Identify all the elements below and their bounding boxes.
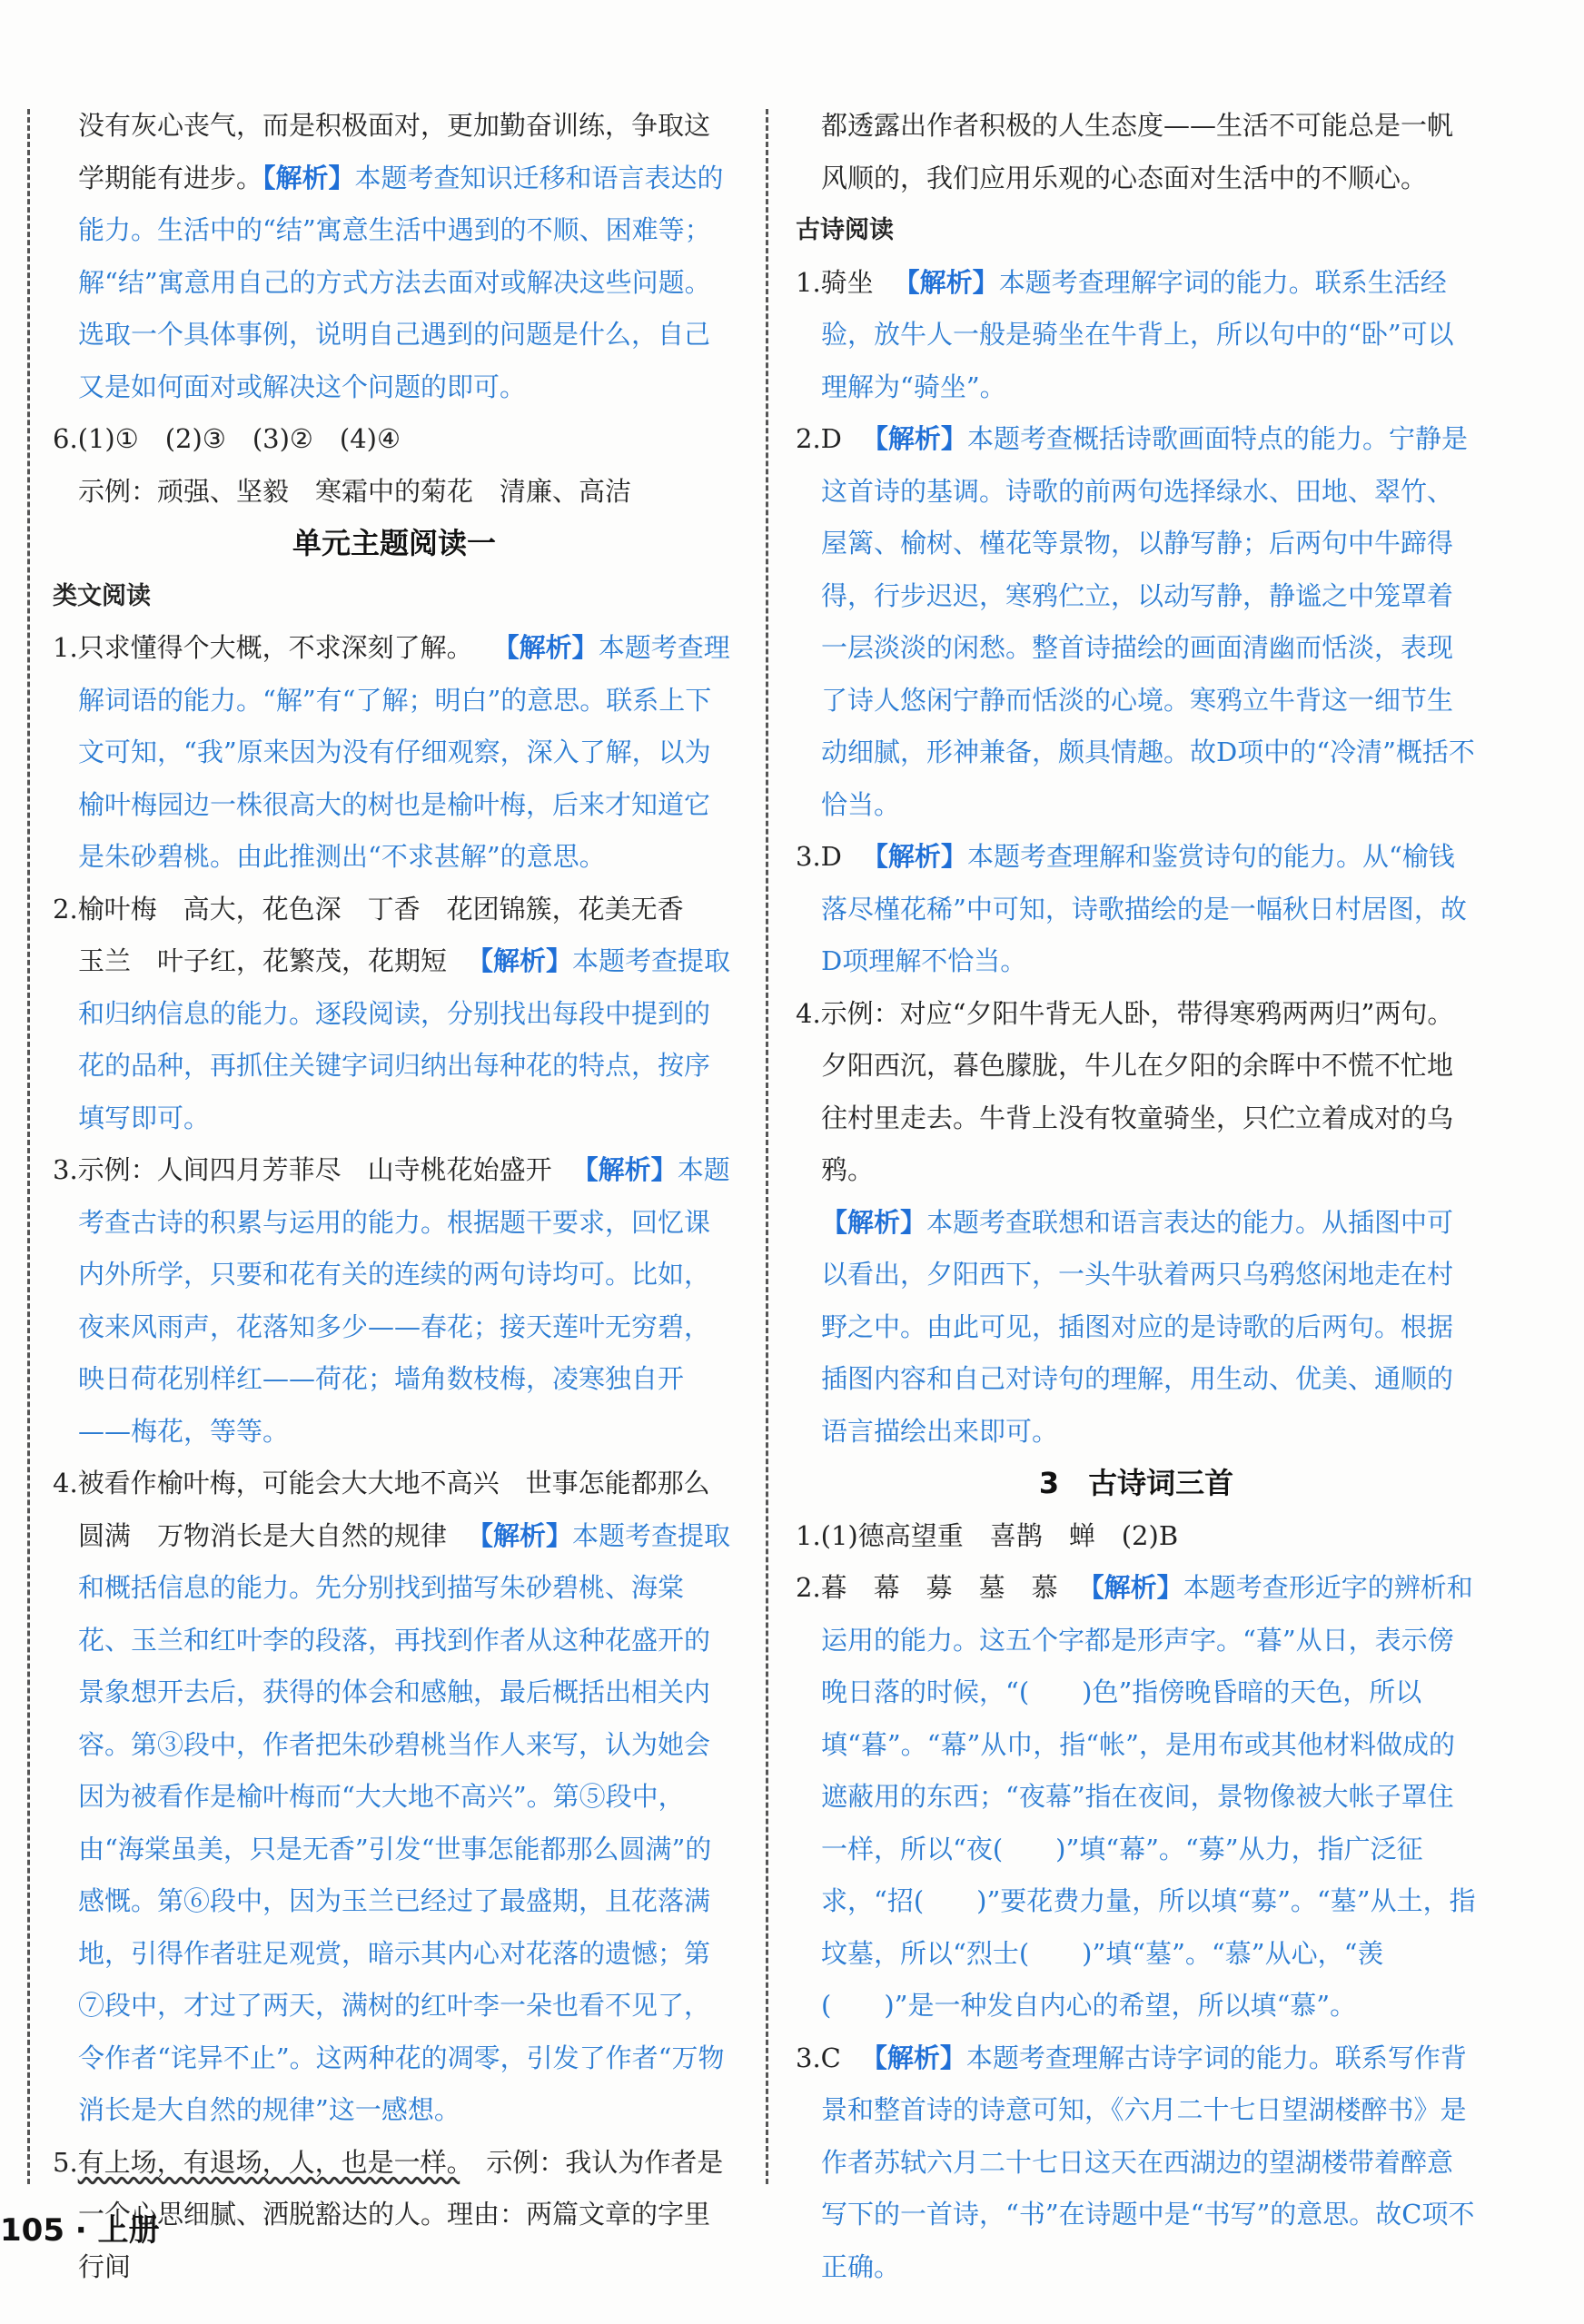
answer-text: 3.C — [796, 2042, 841, 2073]
answer-text: 示例：我认为作者是一个心思细腻、洒脱豁达的人。理由：两篇文章的字里行间 — [78, 2146, 724, 2282]
poem-question-4 — [796, 988, 1477, 1459]
wavy-underlined-answer: 有上场，有退场，人，也是一样。 — [77, 2146, 460, 2178]
analysis-tag: 【解析】 — [571, 1154, 678, 1185]
poem-question-4-analysis — [821, 1197, 1477, 1459]
column-divider-dashed-rule — [766, 109, 768, 2184]
answer-text: 4.示例：对应“夕阳牛背无人卧，带得寒鸦两两归”两句。夕阳西沉，暮色朦胧，牛儿在夕阳的余晖中不慌不忙地往村里走去。牛背上没有牧童骑坐，只伫立着成对的乌鸦。 — [796, 997, 1454, 1185]
left-margin-dashed-rule — [27, 109, 30, 2184]
analysis-text: 本题考查概括诗歌画面特点的能力。宁静是这首诗的基调。诗歌的前两句选择绿水、田地、翠竹、屋篱、榆树、槿花等景物，以静写静；后两句中牛蹄得得，行步迟迟，寒鸦伫立，以动写静，静谧之中笼罩着一层淡淡的闲愁。整首诗描绘的画面清幽而恬淡，表现了诗人悠闲宁静而恬淡的心境。寒鸦立牛背这一细节生动细腻，形神兼备，颇具情趣。故D项中的“冷清”概括不恰当。 — [821, 423, 1475, 820]
lesson-question-1: 1.(1)德高望重 喜鹊 蝉 (2)B — [796, 1519, 1179, 1551]
answer-text: 2.D — [796, 423, 842, 454]
analysis-tag: 【解析】 — [860, 2042, 966, 2073]
analysis-text: 本题考查理解词语的能力。“解”有“了解；明白”的意思。联系上下文可知，“我”原来因为没有仔细观察，深入了解，以为榆叶梅园边一株很高大的树也是榆叶梅，后来才知道它是朱砂碧桃。由此推测出“不求甚解”的意思。 — [78, 632, 730, 872]
analysis-tag: 【解析】 — [467, 1519, 573, 1551]
continued-answer: 都透露出作者积极的人生态度——生活不可能总是一帆风顺的，我们应用乐观的心态面对生活中的不顺心。 — [821, 110, 1454, 193]
question-1 — [53, 622, 736, 884]
analysis-text: 本题考查古诗的积累与运用的能力。根据题干要求，回忆课内外所学，只要和花有关的连续的两句诗均可。比如，夜来风雨声，花落知多少——春花；接天莲叶无穷碧，映日荷花别样红——荷花；墙角数枝梅，凌寒独自开——梅花，等等。 — [78, 1154, 730, 1447]
answer-text: 1.骑坐 — [796, 266, 874, 298]
unit-title: 单元主题阅读一 — [292, 526, 496, 560]
poem-question-3 — [796, 831, 1477, 988]
question-6-example: 示例：顽强、坚毅 寒霜中的菊花 清廉、高洁 — [78, 475, 632, 507]
question-4 — [53, 1458, 736, 2137]
analysis-tag: 【解析】 — [893, 266, 999, 298]
answer-text: 1.只求懂得个大概，不求深刻了解。 — [53, 632, 473, 663]
section-label-similar-reading: 类文阅读 — [53, 581, 151, 610]
right-column — [796, 100, 1477, 2293]
poem-question-1 — [796, 257, 1477, 414]
left-column — [53, 100, 736, 2293]
poem-question-2 — [796, 413, 1477, 831]
analysis-tag: 【解析】 — [821, 1206, 927, 1238]
answer-text: 3.D — [796, 841, 842, 872]
analysis-text: 本题考查提取和归纳信息的能力。逐段阅读，分别找出每段中提到的花的品种，再抓住关键字词归纳出每种花的特点，按序填写即可。 — [78, 945, 731, 1133]
answer-text: 3.示例：人间四月芳菲尽 山寺桃花始盛开 — [53, 1154, 552, 1185]
analysis-text: 本题考查理解和鉴赏诗句的能力。从“榆钱落尽槿花稀”中可知，诗歌描绘的是一幅秋日村居图，故D项理解不恰当。 — [821, 841, 1467, 976]
analysis-tag: 【解析】 — [1077, 1572, 1183, 1603]
question-number: 5. — [53, 2146, 78, 2178]
answer-text: 2.榆叶梅 高大，花色深 丁香 花团锦簇，花美无香 玉兰 叶子红，花繁茂，花期短 — [53, 893, 710, 976]
answer-text: 2.暮 幕 募 墓 慕 — [796, 1572, 1058, 1603]
answer-text: 4.被看作榆叶梅，可能会大大地不高兴 世事怎能都那么圆满 万物消长是大自然的规律 — [53, 1468, 710, 1551]
question-6 — [53, 413, 736, 518]
lesson-title: 3 古诗词三首 — [1038, 1466, 1234, 1500]
question-3 — [53, 1144, 736, 1458]
page-number-label: 105 · 上册 — [0, 2212, 160, 2249]
analysis-tag: 【解析】 — [492, 632, 599, 663]
analysis-text: 本题考查理解古诗字词的能力。联系写作背景和整首诗的诗意可知，《六月二十七日望湖楼醉书》是作者苏轼六月二十七日这天在西湖边的望湖楼带着醉意写下的一首诗，“书”在诗题中是“书写”的意思。故C项不正确。 — [821, 2042, 1475, 2282]
analysis-text: 本题考查提取和概括信息的能力。先分别找到描写朱砂碧桃、海棠花、玉兰和红叶李的段落，再找到作者从这种花盛开的景象想开去后，获得的体会和感触，最后概括出相关内容。第③段中，作者把朱砂碧桃当作人来写，认为她会因为被看作是榆叶梅而“大大地不高兴”。第⑤段中，由“海棠虽美，只是无香”引发“世事怎能都那么圆满”的感慨。第⑥段中，因为玉兰已经过了最盛期，且花落满地，引得作者驻足观赏，暗示其内心对花落的遗憾；第⑦段中，才过了两天，满树的红叶李一朵也看不见了，令作者“诧异不止”。这两种花的凋零，引发了作者“万物消长是大自然的规律”这一感想。 — [78, 1519, 731, 2125]
analysis-tag: 【解析】 — [262, 162, 355, 193]
analysis-text: 本题考查知识迁移和语言表达的能力。生活中的“结”寓意生活中遇到的不顺、困难等；解“结”寓意用自己的方式方法去面对或解决这些问题。选取一个具体事例，说明自己遇到的问题是什么，自己又是如何面对或解决这个问题的即可。 — [78, 162, 724, 402]
question-2 — [53, 884, 736, 1145]
lesson-question-2 — [796, 1562, 1477, 2032]
analysis-tag: 【解析】 — [861, 423, 967, 454]
analysis-tag: 【解析】 — [467, 945, 573, 976]
section-label-ancient-poem: 古诗阅读 — [796, 216, 894, 244]
analysis-text: 本题考查联想和语言表达的能力。从插图中可以看出，夕阳西下，一头牛驮着两只乌鸦悠闲地走在村野之中。由此可见，插图对应的是诗歌的后两句。根据插图内容和自己对诗句的理解，用生动、优美、通顺的语言描绘出来即可。 — [821, 1206, 1454, 1447]
answer-text: 没有灰心丧气，而是积极面对，更加勤奋训练，争取这学期能有进步。 — [78, 110, 711, 193]
continued-answer — [53, 100, 736, 413]
lesson-question-3 — [796, 2032, 1477, 2294]
analysis-tag: 【解析】 — [861, 841, 967, 872]
analysis-text: 本题考查理解字词的能力。联系生活经验，放牛人一般是骑坐在牛背上，所以句中的“卧”可以理解为“骑坐”。 — [821, 266, 1454, 402]
question-6-answer: 6.(1)① (2)③ (3)② (4)④ — [53, 423, 401, 454]
analysis-text: 本题考查形近字的辨析和运用的能力。这五个字都是形声字。“暮”从日，表示傍晚日落的时候，“( )色”指傍晚昏暗的天色，所以填“暮”。“幕”从巾，指“帐”，是用布或其他材料做成的遮蔽用的东西；“夜幕”指在夜间，景物像被大帐子罩住一样，所以“夜( )”填“幕”。“募”从力，指广泛征求，“招( )”要花费力量，所以填“募”。“墓”从土，指坟墓，所以“烈士( )”填“墓”。“慕”从心，“羡( )”是一种发自内心的希望，所以填“慕”。 — [821, 1572, 1476, 2021]
